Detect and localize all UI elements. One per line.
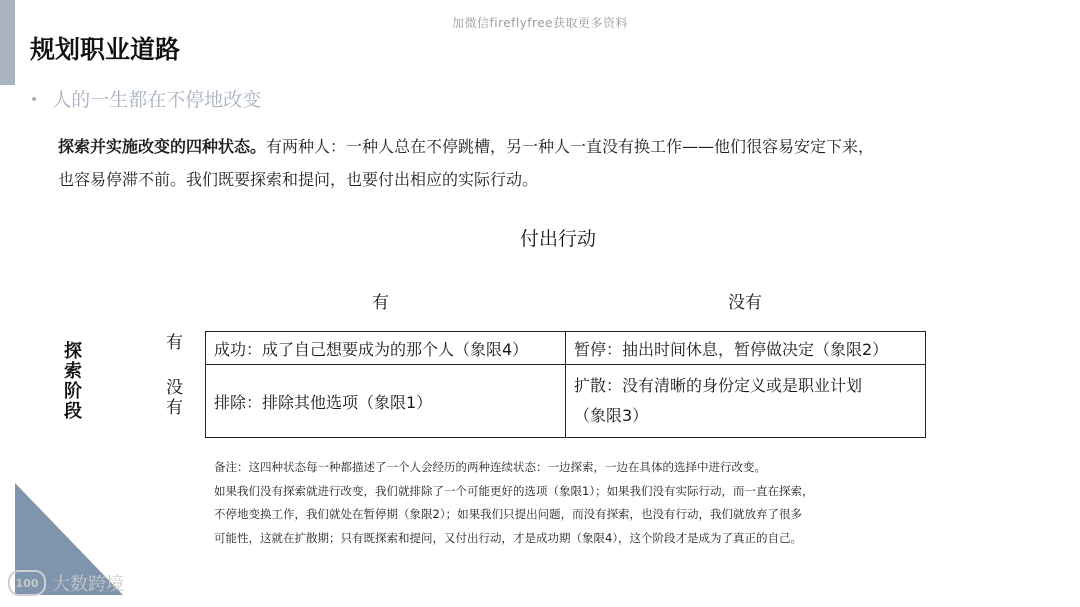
- col-head-no: 没有: [728, 293, 762, 313]
- note-line: 不停地变换工作，我们就处在暂停期（象限2）；如果我们只提出问题，而没有探索，也没有行动，我们就放弃了很多: [214, 507, 803, 521]
- row-head-yes: 有: [166, 333, 183, 353]
- note-line: 如果我们没有探索就进行改变，我们就排除了一个可能更好的选项（象限1）；如果我们没有实际行动，而一直在探索，: [214, 483, 814, 498]
- row-head-no-char-2: 有: [166, 398, 183, 418]
- page-title: 规划职业道路: [30, 35, 181, 64]
- intro-bold: 探索并实施改变的四种状态。: [58, 137, 267, 156]
- brand-watermark: [8, 570, 124, 596]
- action-axis-title: 付出行动: [520, 228, 597, 250]
- bullet-dot-icon: •: [30, 92, 39, 108]
- row-head-no-char-1: 没: [166, 378, 183, 398]
- brand-logo-icon: 100: [8, 570, 46, 596]
- quadrant-diffuse-line-2: （象限3）: [574, 406, 649, 425]
- quadrant-diffuse-line-1: 扩散：没有清晰的身份定义或是职业计划: [574, 376, 863, 395]
- note-line: 可能性，这就在扩散期；只有既探索和提问，又付出行动，才是成功期（象限4），这个阶段才是成为了真正的自己。: [214, 530, 803, 545]
- matrix-row-explore-no: [206, 365, 926, 438]
- quadrant-pause: 暂停：抽出时间休息，暂停做决定（象限2）: [566, 332, 926, 365]
- quadrant-matrix: [205, 331, 926, 438]
- col-head-yes: 有: [372, 293, 389, 313]
- intro-paragraph: [58, 130, 1018, 196]
- intro-line-2: 也容易停滞不前。我们既要探索和提问，也要付出相应的实际行动。: [58, 170, 539, 189]
- top-watermark: 加微信fireflyfree获取更多资料: [452, 16, 628, 30]
- bullet-point: [30, 85, 261, 112]
- intro-rest: 有两种人：一种人总在不停跳槽，另一种人一直没有换工作——他们很容易安定下来，: [266, 137, 875, 156]
- intro-line-1: [58, 130, 1018, 163]
- exploration-axis-title: 探索阶段: [64, 341, 82, 422]
- notes-block: [214, 456, 954, 550]
- note-line: 备注：这四种状态每一种都描述了一个人会经历的两种连续状态：一边探索，一边在具体的选择中进行改变。: [214, 460, 766, 474]
- row-head-no: [166, 378, 183, 418]
- quadrant-diffuse: [566, 365, 926, 438]
- brand-name: 大数跨境: [52, 574, 124, 595]
- left-accent-bar: [0, 0, 15, 85]
- quadrant-exclude: 排除：排除其他选项（象限1）: [206, 365, 566, 438]
- matrix-row-explore-yes: [206, 332, 926, 365]
- quadrant-success: 成功：成了自己想要成为的那个人（象限4）: [206, 332, 566, 365]
- bullet-text: 人的一生都在不停地改变: [52, 89, 262, 111]
